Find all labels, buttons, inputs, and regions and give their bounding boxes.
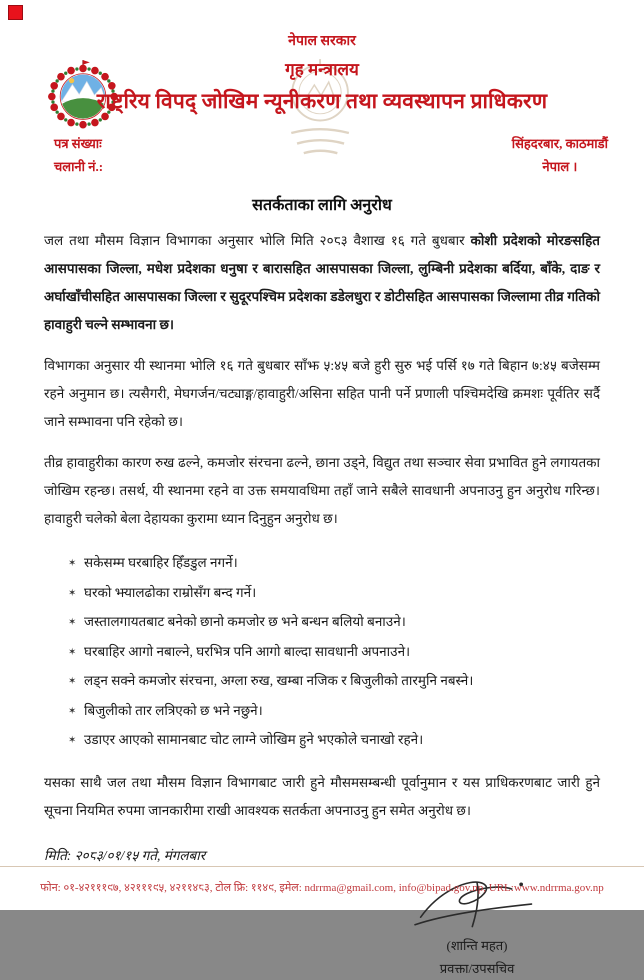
paragraph-risks: तीव्र हावाहुरीका कारण रुख ढल्ने, कमजोर संरचना ढल्ने, छाना उड्ने, विद्युत तथा सञ्चार सेवा प्रभावित हुने लगायतका जोखिम रहन्छ। तसर्थ, यी स्थानमा रहने वा उक्त समयावधिमा तहाँ जाने सबैले सावधानी अपनाउनु हुन अनुरोध गरिन्छ। हावाहुरी चलेको बेला देहायका कुरामा ध्यान दिनुहुन अनुरोध छ।	[44, 455, 600, 526]
paragraph-closing: यसका साथै जल तथा मौसम विज्ञान विभागबाट जारी हुने मौसमसम्बन्धी पूर्वानुमान र यस प्राधिकरणबाट जारी हुने सूचना नियमित रुपमा जानकारीमा राखी आवश्यक सतर्कता अपनाउनु हुन समेत अनुरोध छ।	[44, 774, 600, 818]
contact-info: फोन: ०१-४२१११९७, ४२१११९५, ४२११४८३, टोल फ्रि: ११४९, इमेल: ndrrma@gmail.com, info@bipad.gov.np, URL:www.ndrrma.gov.np	[40, 882, 604, 894]
asterisk-bullet-icon: ✶	[68, 705, 77, 717]
letter-number-label: पत्र संख्याः	[54, 136, 102, 151]
list-item-text: सकेसम्म घरबाहिर हिँडडुल नगर्ने।	[84, 555, 238, 570]
list-item-text: जस्तालगायतबाट बनेको छानो कमजोर छ भने बन्धन बलियो बनाउने।	[84, 614, 406, 629]
list-item	[68, 667, 600, 697]
list-item	[68, 549, 600, 579]
precaution-list	[44, 549, 600, 756]
dispatch-number-label: चलानी नं.:	[54, 159, 104, 174]
list-item-text: घरको झ्यालढोका राम्रोसँग बन्द गर्ने।	[84, 584, 257, 600]
paragraph-timing: विभागका अनुसार यी स्थानमा भोलि १६ गते बुधबार साँझ ५:४५ बजे हुरी सुरु भई पर्सि १७ गते बिहान ७:४५ बजेसम्म रहने अनुमान छ। त्यसैगरी, मेघगर्जन/चट्याङ्ग/हावाहुरी/असिना सहित पानी पर्ने प्रणाली पश्चिमदेखि क्रमशः पूर्वतिर सर्दै जाने सम्भावना पनि रहेको छ।	[44, 358, 600, 429]
address-line-2: नेपाल ।	[542, 159, 578, 174]
list-item	[68, 726, 600, 756]
subject-title: सतर्कताका लागि अनुरोध	[252, 197, 392, 214]
list-item-text: बिजुलीको तार लत्रिएको छ भने नछुने।	[84, 702, 263, 718]
asterisk-bullet-icon: ✶	[68, 587, 77, 599]
list-item-text: उडाएर आएको सामानबाट चोट लाग्ने जोखिम हुने भएकोले चनाखो रहने।	[84, 732, 424, 747]
signatory-name: (शान्ति महत)	[446, 937, 508, 953]
asterisk-bullet-icon: ✶	[68, 558, 77, 569]
authority-title: राष्ट्रिय विपद् जोखिम न्यूनीकरण तथा व्यवस्थापन प्राधिकरण	[96, 89, 548, 113]
footer-contact-bar	[0, 866, 644, 910]
asterisk-bullet-icon: ✶	[68, 735, 77, 746]
signatory-designation: प्रवक्ता/उपसचिव	[439, 960, 515, 976]
list-item-text: घरबाहिर आगो नबाल्ने, घरभित्र पनि आगो बाल्दा सावधानी अपनाउने।	[84, 643, 411, 659]
paragraph-forecast-affected-areas: कोशी प्रदेशको मोरङसहित आसपासका जिल्ला, मधेश प्रदेशका धनुषा र बारासहित आसपासका जिल्ला, लुम्बिनी प्रदेशका बर्दिया, बाँके, दाङ र अर्घाखाँचीसहित आसपासका जिल्ला र सुदूरपश्चिम प्रदेशका डडेलधुरा र डोटीसहित आसपासका जिल्लामा तीव्र गतिको हावाहुरी चल्ने सम्भावना छ।	[44, 233, 600, 332]
list-item-text: लड्न सक्ने कमजोर संरचना, अग्ला रुख, खम्बा नजिक र बिजुलीको तारमुनि नबस्ने।	[84, 673, 474, 688]
date-line: मिति: २०८३/०१/१५ गते, मंगलबार	[44, 847, 206, 863]
address-line-1: सिंहदरबार, काठमाडौं	[511, 136, 608, 151]
asterisk-bullet-icon: ✶	[68, 617, 77, 628]
letter-body	[0, 227, 644, 870]
government-title: नेपाल सरकार	[288, 34, 356, 49]
list-item	[68, 697, 600, 727]
asterisk-bullet-icon: ✶	[68, 646, 77, 658]
paragraph-forecast-lead: जल तथा मौसम विज्ञान विभागका अनुसार भोलि मिति २०८३ वैशाख १६ गते बुधबार	[44, 233, 471, 248]
list-item	[68, 579, 600, 609]
letterhead	[0, 0, 644, 115]
ministry-title: गृह मन्त्रालय	[285, 60, 359, 79]
asterisk-bullet-icon: ✶	[68, 676, 77, 687]
paragraph-forecast	[44, 227, 600, 339]
list-item	[68, 608, 600, 638]
list-item	[68, 638, 600, 668]
